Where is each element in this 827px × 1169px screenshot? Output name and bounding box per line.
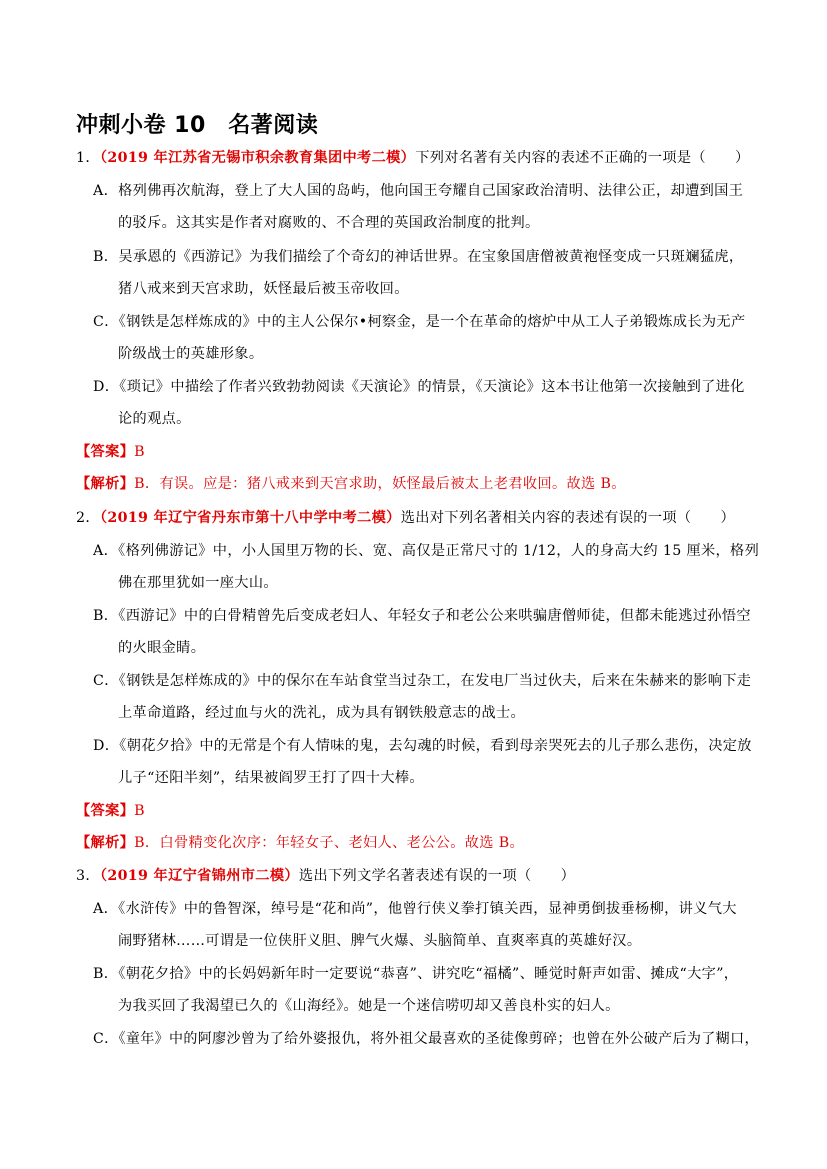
option-a xyxy=(93,899,737,919)
answer-label: 【答案】 xyxy=(76,803,135,819)
option-text: 吴承恩的《西游记》为我们描绘了个奇幻的神话世界。在宝象国唐僧被黄袍怪变成一只斑斓猛虎， xyxy=(118,249,744,265)
option-d-continued: 儿子“还阳半刻”，结果被阎罗王打了四十大棒。 xyxy=(118,770,424,786)
option-a xyxy=(93,541,759,561)
question-stem: 选出下列文学名著表述有误的一项（ ） xyxy=(298,868,576,884)
question-source: （2019 年辽宁省丹东市第十八中学中考二模） xyxy=(99,510,401,526)
option-label: A． xyxy=(93,543,119,559)
answer-value: B xyxy=(134,803,145,819)
option-d-continued: 论的观点。 xyxy=(118,411,191,427)
option-c xyxy=(93,312,745,332)
option-text: 《童年》中的阿廖沙曾为了给外婆报仇，将外祖父最喜欢的圣徒像剪碎；也曾在外公破产后为了糊口， xyxy=(118,1031,759,1047)
option-a-continued: 闹野猪林……可谓是一位侠肝义胆、脾气火爆、头脑简单、直爽率真的英雄好汉。 xyxy=(118,933,642,949)
page-title: 冲刺小卷 10 名著阅读 xyxy=(76,113,319,138)
question-number: 2． xyxy=(76,510,100,526)
option-b xyxy=(93,606,751,626)
option-text: 格列佛再次航海，登上了大人国的岛屿，他向国王夸耀自己国家政治清明、法律公正，却遭到国王 xyxy=(118,183,744,199)
answer-label: 【答案】 xyxy=(76,444,135,460)
option-b-continued: 为我买回了我渴望已久的《山海经》。她是一个迷信唠叨却又善良朴实的妇人。 xyxy=(118,998,620,1014)
option-label: A． xyxy=(93,183,119,199)
answer-line xyxy=(76,801,145,821)
question-source: （2019 年辽宁省锦州市二模） xyxy=(99,868,299,884)
option-label: C． xyxy=(93,1031,119,1047)
option-text: 《格列佛游记》中，小人国里万物的长、宽、高仅是正常尺寸的 1/12，人的身高大约 15 厘米，格列 xyxy=(118,543,760,559)
option-label: C． xyxy=(93,673,119,689)
question-2-stem-line xyxy=(76,508,735,528)
option-c-continued: 阶级战士的英雄形象。 xyxy=(118,346,264,362)
option-text: 《西游记》中的白骨精曾先后变成老妇人、年轻女子和老公公来哄骗唐僧师徒，但都未能逃过孙悟空 xyxy=(118,608,751,624)
answer-line xyxy=(76,442,145,462)
option-b-continued: 猪八戒来到天宫求助，妖怪最后被玉帝收回。 xyxy=(118,281,409,297)
analysis-label: 【解析】 xyxy=(76,476,135,492)
analysis-text: B．有误。应是：猪八戒来到天宫求助，妖怪最后被太上老君收回。故选 B。 xyxy=(134,476,626,492)
analysis-text: B．白骨精变化次序：年轻女子、老妇人、老公公。故选 B。 xyxy=(134,835,525,851)
option-b xyxy=(93,247,743,267)
option-text: 《朝花夕拾》中的长妈妈新年时一定要说“恭喜”、讲究吃“福橘”、睡觉时鼾声如雷、摊成“大字”， xyxy=(118,966,739,982)
option-b-continued: 的火眼金睛。 xyxy=(118,640,206,656)
option-d xyxy=(93,736,752,756)
option-d xyxy=(93,377,745,397)
option-text: 《琐记》中描绘了作者兴致勃勃阅读《天演论》的情景，《天演论》这本书让他第一次接触到了进化 xyxy=(119,379,745,395)
option-label: B． xyxy=(93,608,119,624)
option-a-continued: 佛在那里犹如一座大山。 xyxy=(118,575,278,591)
option-text: 《朝花夕拾》中的无常是个有人情味的鬼，去勾魂的时候，看到母亲哭死去的儿子那么悲伤，决定放 xyxy=(119,738,752,754)
question-3-stem-line xyxy=(76,866,575,886)
option-label: B． xyxy=(93,966,119,982)
question-source: （2019 年江苏省无锡市积余教育集团中考二模） xyxy=(99,150,416,166)
option-label: B． xyxy=(93,249,119,265)
option-label: D． xyxy=(93,738,120,754)
option-c xyxy=(93,1029,759,1049)
option-label: C． xyxy=(93,314,119,330)
option-text: 《钢铁是怎样炼成的》中的主人公保尔•柯察金，是一个在革命的熔炉中从工人子弟锻炼成长为无产 xyxy=(118,314,746,330)
option-label: A． xyxy=(93,901,119,917)
option-a-continued: 的驳斥。这其实是作者对腐败的、不合理的英国政治制度的批判。 xyxy=(118,215,540,231)
analysis-label: 【解析】 xyxy=(76,835,135,851)
question-stem: 下列对名著有关内容的表述不正确的一项是（ ） xyxy=(415,150,750,166)
question-1-stem-line xyxy=(76,148,750,168)
option-text: 《钢铁是怎样炼成的》中的保尔在车站食堂当过杂工，在发电厂当过伙夫，后来在朱赫来的影响下走 xyxy=(118,673,752,689)
option-text: 《水浒传》中的鲁智深，绰号是“花和尚”，他曾行侠义拳打镇关西，显神勇倒拔垂杨柳，讲义气大 xyxy=(118,901,737,917)
option-c-continued: 上革命道路，经过血与火的洗礼，成为具有钢铁般意志的战士。 xyxy=(118,705,526,721)
answer-value: B xyxy=(134,444,145,460)
question-number: 1． xyxy=(76,150,100,166)
option-b xyxy=(93,964,738,984)
analysis-line xyxy=(76,474,626,494)
option-c xyxy=(93,671,751,691)
question-stem: 选出对下列名著相关内容的表述有误的一项（ ） xyxy=(400,510,736,526)
option-a xyxy=(93,181,743,201)
analysis-line xyxy=(76,833,524,853)
option-label: D． xyxy=(93,379,120,395)
question-number: 3． xyxy=(76,868,100,884)
